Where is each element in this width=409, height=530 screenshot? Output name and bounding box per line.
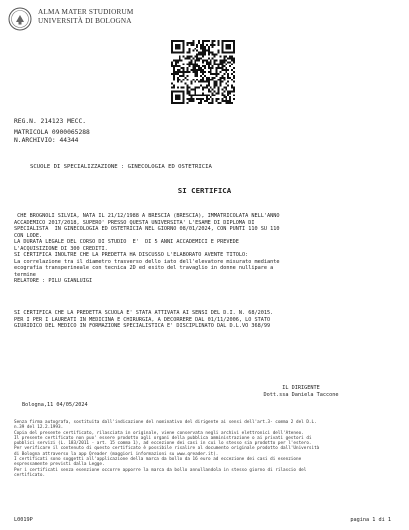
fine-print-line: n.39 del 12.2.1993. xyxy=(14,425,64,431)
certificate-body xyxy=(14,213,399,285)
fine-print-line: Per verificare il contenuto di questo certificato è possibile risalire al documento originale prodotto dall'Università xyxy=(14,446,320,452)
fine-print-line: I certificati sono soggetti all'applicazione della marca da bollo da 16 euro ad eccezione dei casi di esenzione xyxy=(14,457,302,463)
archive-number: N.ARCHIVIO: 44344 xyxy=(14,137,79,145)
body-line: termine xyxy=(14,271,36,278)
fine-print xyxy=(14,420,399,478)
fine-print-line: certificato. xyxy=(14,472,46,478)
registry-number: REG.N. 214123 MECC. xyxy=(14,118,87,125)
body-line: CHE BROGNOLI SILVIA, NATA IL 21/12/1988 A BRESCIA (BRESCIA), IMMATRICOLATA NELL'ANNO xyxy=(14,213,280,219)
document-code: L0019P xyxy=(14,517,33,523)
registry-block xyxy=(14,118,90,146)
university-seal-icon xyxy=(8,7,32,31)
body-line: RELATORE : PILU GIANLUIGI xyxy=(14,278,93,285)
qr-code xyxy=(171,40,235,104)
school-name: SCUOLE DI SPECIALIZZAZIONE : GINECOLOGIA ED OSTETRICIA xyxy=(30,164,212,170)
logo-line-2: UNIVERSITÀ DI BOLOGNA xyxy=(38,16,132,25)
body-line: CON LODE. xyxy=(14,232,43,239)
logo-line-1: ALMA MATER STUDIORUM xyxy=(38,8,134,16)
body-line: SPECIALISTA IN GINECOLOGIA ED OSTETRICIA NEL GIORNO 08/01/2024, CON PUNTI 110 SU 110 xyxy=(14,226,280,233)
issue-date: Bologna,11 04/05/2024 xyxy=(22,402,88,408)
signature-name: Dott.ssa Daniela Taccone xyxy=(263,391,339,398)
body-line: La correlazione tra il diametro trasverso dello iato dell'elevatore misurato mediante xyxy=(14,258,280,265)
body-line: L'ACQUISIZIONE DI 300 CREDITI. xyxy=(14,245,108,252)
fine-print-line: Il presente certificato non puo' essere prodotto agli organi della pubblica amministrazione o ai privati gestori di xyxy=(14,435,312,441)
signature-block xyxy=(226,385,376,398)
body-line: SI CERTIFICA INOLTRE CHE LA PREDETTA HA DISCUSSO L'ELABORATO AVENTE TITOLO: xyxy=(14,252,249,259)
legal-line: PER I PER I LAUREATI IN MEDICINA E CHIRURGIA, A DECORRERE DAL 01/11/2006, LO STATO xyxy=(14,316,271,323)
fine-print-line: Copia del presente certificato, rilasciata in originale, viene conservata negli archivi elettronici dell'Ateneo. xyxy=(14,430,304,436)
certificate-legal-note xyxy=(14,310,399,330)
fine-print-line: Per i certificati senza esenzione occorre apporre la marca da bollo annullandola in stesso giorno di rilascio del xyxy=(14,467,307,473)
body-line: ecografia transperineale con tecnica 2D ed esito del travaglio in donne nullipare a xyxy=(14,265,274,272)
certificate-title: SI CERTIFICA xyxy=(177,186,232,195)
fine-print-line: pubblici servizi (L. 183/2011 - art. 15 comma 1), ad eccezione dei casi in cui lo stesso sia prodotto per l'estero. xyxy=(14,441,312,447)
fine-print-line: Senza firma autografa, sostituita dall'indicazione del nominativo del dirigente ai sensi dell'art.3- comma 2 del D.L. xyxy=(14,420,317,425)
signature-role: IL DIRIGENTE xyxy=(282,385,320,391)
fine-print-line: espressamente previsti dalla Legge. xyxy=(14,462,105,468)
university-logo-text xyxy=(38,8,133,25)
fine-print-line: di Bologna attraverso la app Qreader (maggiori informazioni su www.qreader.it). xyxy=(14,451,219,457)
legal-line: GIURIDICO DEL MEDICO IN FORMAZIONE SPECIALISTICA E' DISCIPLINATO DAL D.L.VO 368/99 xyxy=(14,323,271,330)
page-number: pagina 1 di 1 xyxy=(350,517,391,523)
body-line: ACCADEMICO 2017/2018, SUPERO' PRESSO QUESTA UNIVERSITA' L'ESAME DI DIPLOMA DI xyxy=(14,219,255,226)
legal-line: SI CERTIFICA CHE LA PREDETTA SCUOLA E' STATA ATTIVATA AI SENSI DEL D.I. N. 68/2015. xyxy=(14,310,274,316)
matricola-number: MATRICOLA 0900065288 xyxy=(14,129,90,137)
body-line: LA DURATA LEGALE DEL CORSO DI STUDIO E' DI 5 ANNI ACCADEMICI E PREVEDE xyxy=(14,239,239,246)
